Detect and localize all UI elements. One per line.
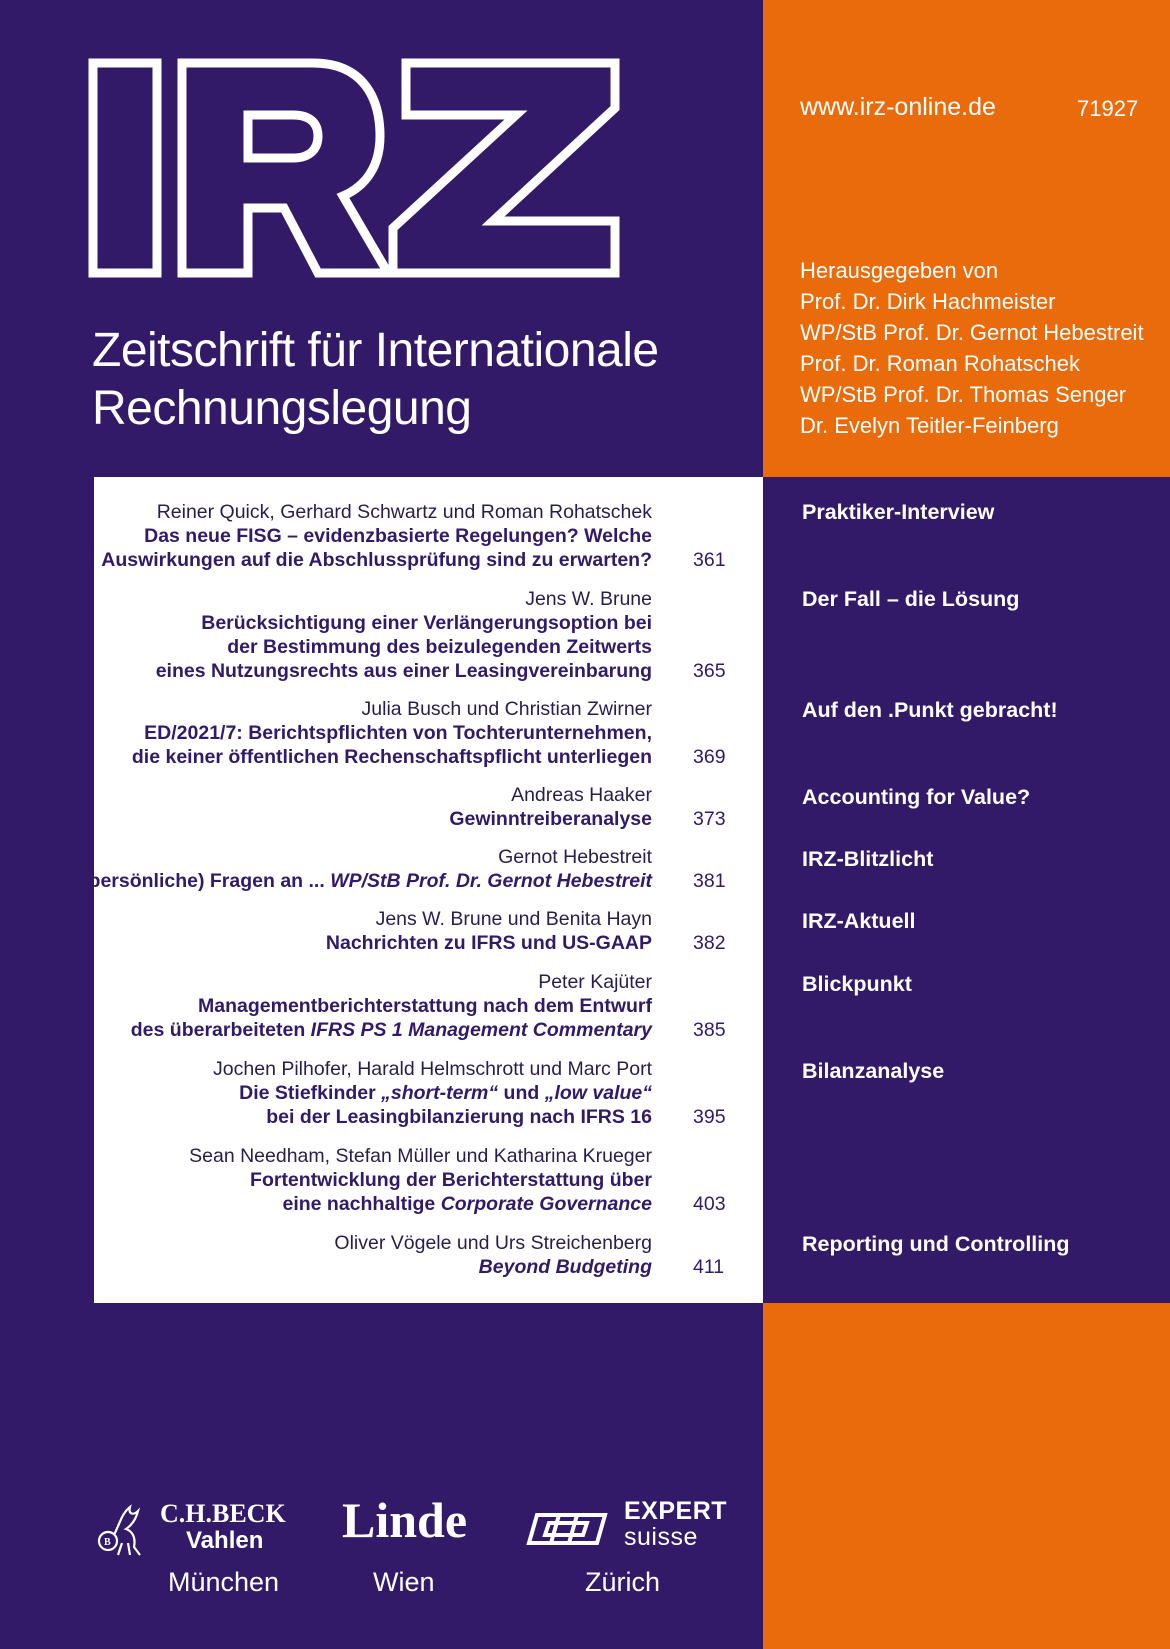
toc-author: Sean Needham, Stefan Müller und Katharina Krueger (189, 1145, 652, 1167)
toc-title: 10 (persönliche) Fragen an ... WP/StB Prof. Dr. Gernot Hebestreit (54, 870, 652, 892)
toc-author: Jens W. Brune und Benita Hayn (375, 908, 652, 930)
toc-page: 373 (693, 808, 726, 830)
toc-author: Jens W. Brune (525, 588, 652, 610)
publisher-city: Zürich (585, 1567, 661, 1597)
toc-page: 365 (693, 660, 726, 682)
section-label: Praktiker-Interview (802, 500, 995, 524)
toc-title: Beyond Budgeting (478, 1256, 652, 1278)
section-label: Reporting und Controlling (802, 1232, 1070, 1256)
subtitle-line-1: Zeitschrift für Internationale (92, 324, 659, 377)
toc-title: Das neue FISG – evidenzbasierte Regelungen? Welche (144, 525, 652, 547)
toc-page: 369 (693, 746, 726, 768)
toc-author: Reiner Quick, Gerhard Schwartz und Roman Rohatschek (156, 501, 652, 523)
toc-page: 381 (693, 870, 726, 892)
toc-title: Auswirkungen auf die Abschlussprüfung sind zu erwarten? (101, 549, 652, 571)
editor-name: Prof. Dr. Roman Rohatschek (800, 351, 1081, 376)
toc-author: Julia Busch und Christian Zwirner (361, 698, 652, 720)
toc-title: Managementberichterstattung nach dem Entwurf (198, 995, 652, 1017)
toc-author: Andreas Haaker (511, 784, 652, 806)
toc-page: 385 (693, 1019, 726, 1041)
table-of-contents (54, 477, 763, 1303)
toc-page: 403 (693, 1193, 726, 1215)
linde-logo: Linde (342, 1492, 468, 1548)
toc-title: des überarbeiteten IFRS PS 1 Management Commentary (130, 1019, 652, 1041)
toc-author: Oliver Vögele und Urs Streichenberg (334, 1232, 652, 1254)
toc-title: die keiner öffentlichen Rechenschaftspflicht unterliegen (131, 746, 652, 768)
beck-name: C.H.BECK (160, 1499, 286, 1528)
toc-title: eines Nutzungsrechts aus einer Leasingvereinbarung (155, 660, 652, 682)
section-label: Bilanzanalyse (802, 1059, 945, 1083)
section-label: Der Fall – die Lösung (802, 587, 1020, 611)
toc-title: bei der Leasingbilanzierung nach IFRS 16 (266, 1106, 652, 1128)
suisse-name: suisse (624, 1523, 698, 1551)
publisher-linde (340, 1492, 480, 1615)
toc-title: Fortentwicklung der Berichterstattung über (250, 1169, 652, 1191)
issn-number: 71927 (1077, 96, 1139, 121)
publisher-city: Wien (373, 1567, 435, 1597)
editor-name: WP/StB Prof. Dr. Thomas Senger (800, 382, 1127, 407)
toc-title: Berücksichtigung einer Verlängerungsoption bei (201, 612, 652, 634)
toc-author: Gernot Hebestreit (498, 846, 652, 868)
toc-page: 382 (693, 932, 726, 954)
publisher-logos (0, 1492, 763, 1615)
editor-name: Dr. Evelyn Teitler-Feinberg (800, 413, 1059, 438)
svg-text:B: B (104, 1537, 111, 1548)
expert-name: EXPERT (624, 1497, 728, 1525)
section-label: Auf den .Punkt gebracht! (802, 698, 1058, 722)
toc-title: ED/2021/7: Berichtspflichten von Tochterunternehmen, (144, 722, 652, 744)
toc-page: 395 (693, 1106, 726, 1128)
editors-intro: Herausgegeben von (800, 258, 999, 283)
editors-block (800, 255, 1144, 441)
irz-logo (88, 58, 620, 280)
toc-title: Nachrichten zu IFRS und US-GAAP (325, 932, 652, 954)
section-label: Blickpunkt (802, 972, 912, 996)
website-url[interactable]: www.irz-online.de (800, 93, 996, 121)
toc-title: Die Stiefkinder „short-term“ und „low value“ (239, 1082, 652, 1104)
toc-page: 361 (693, 549, 726, 571)
vahlen-name: Vahlen (186, 1527, 264, 1554)
toc-title: eine nachhaltige Corporate Governance (282, 1193, 652, 1215)
editor-name: WP/StB Prof. Dr. Gernot Hebestreit (800, 320, 1144, 345)
section-label: IRZ-Aktuell (802, 909, 916, 933)
publisher-city: München (168, 1567, 280, 1597)
toc-author: Peter Kajüter (538, 971, 652, 993)
journal-subtitle (92, 322, 752, 438)
section-label: IRZ-Blitzlicht (802, 847, 934, 871)
expertsuisse-cube-icon (525, 1509, 609, 1549)
publisher-beck-vahlen (92, 1495, 302, 1615)
beck-griffin-icon (92, 1503, 144, 1559)
editor-name: Prof. Dr. Dirk Hachmeister (800, 289, 1056, 314)
section-label: Accounting for Value? (802, 785, 1031, 809)
toc-author: Jochen Pilhofer, Harald Helmschrott und Marc Port (213, 1058, 652, 1080)
publisher-expertsuisse (525, 1495, 728, 1615)
subtitle-line-2: Rechnungslegung (92, 382, 472, 435)
orange-footer-block (763, 1303, 1170, 1649)
toc-page: 411 (693, 1256, 725, 1278)
toc-title: Gewinntreiberanalyse (449, 808, 652, 830)
toc-title: der Bestimmung des beizulegenden Zeitwerts (227, 636, 652, 658)
